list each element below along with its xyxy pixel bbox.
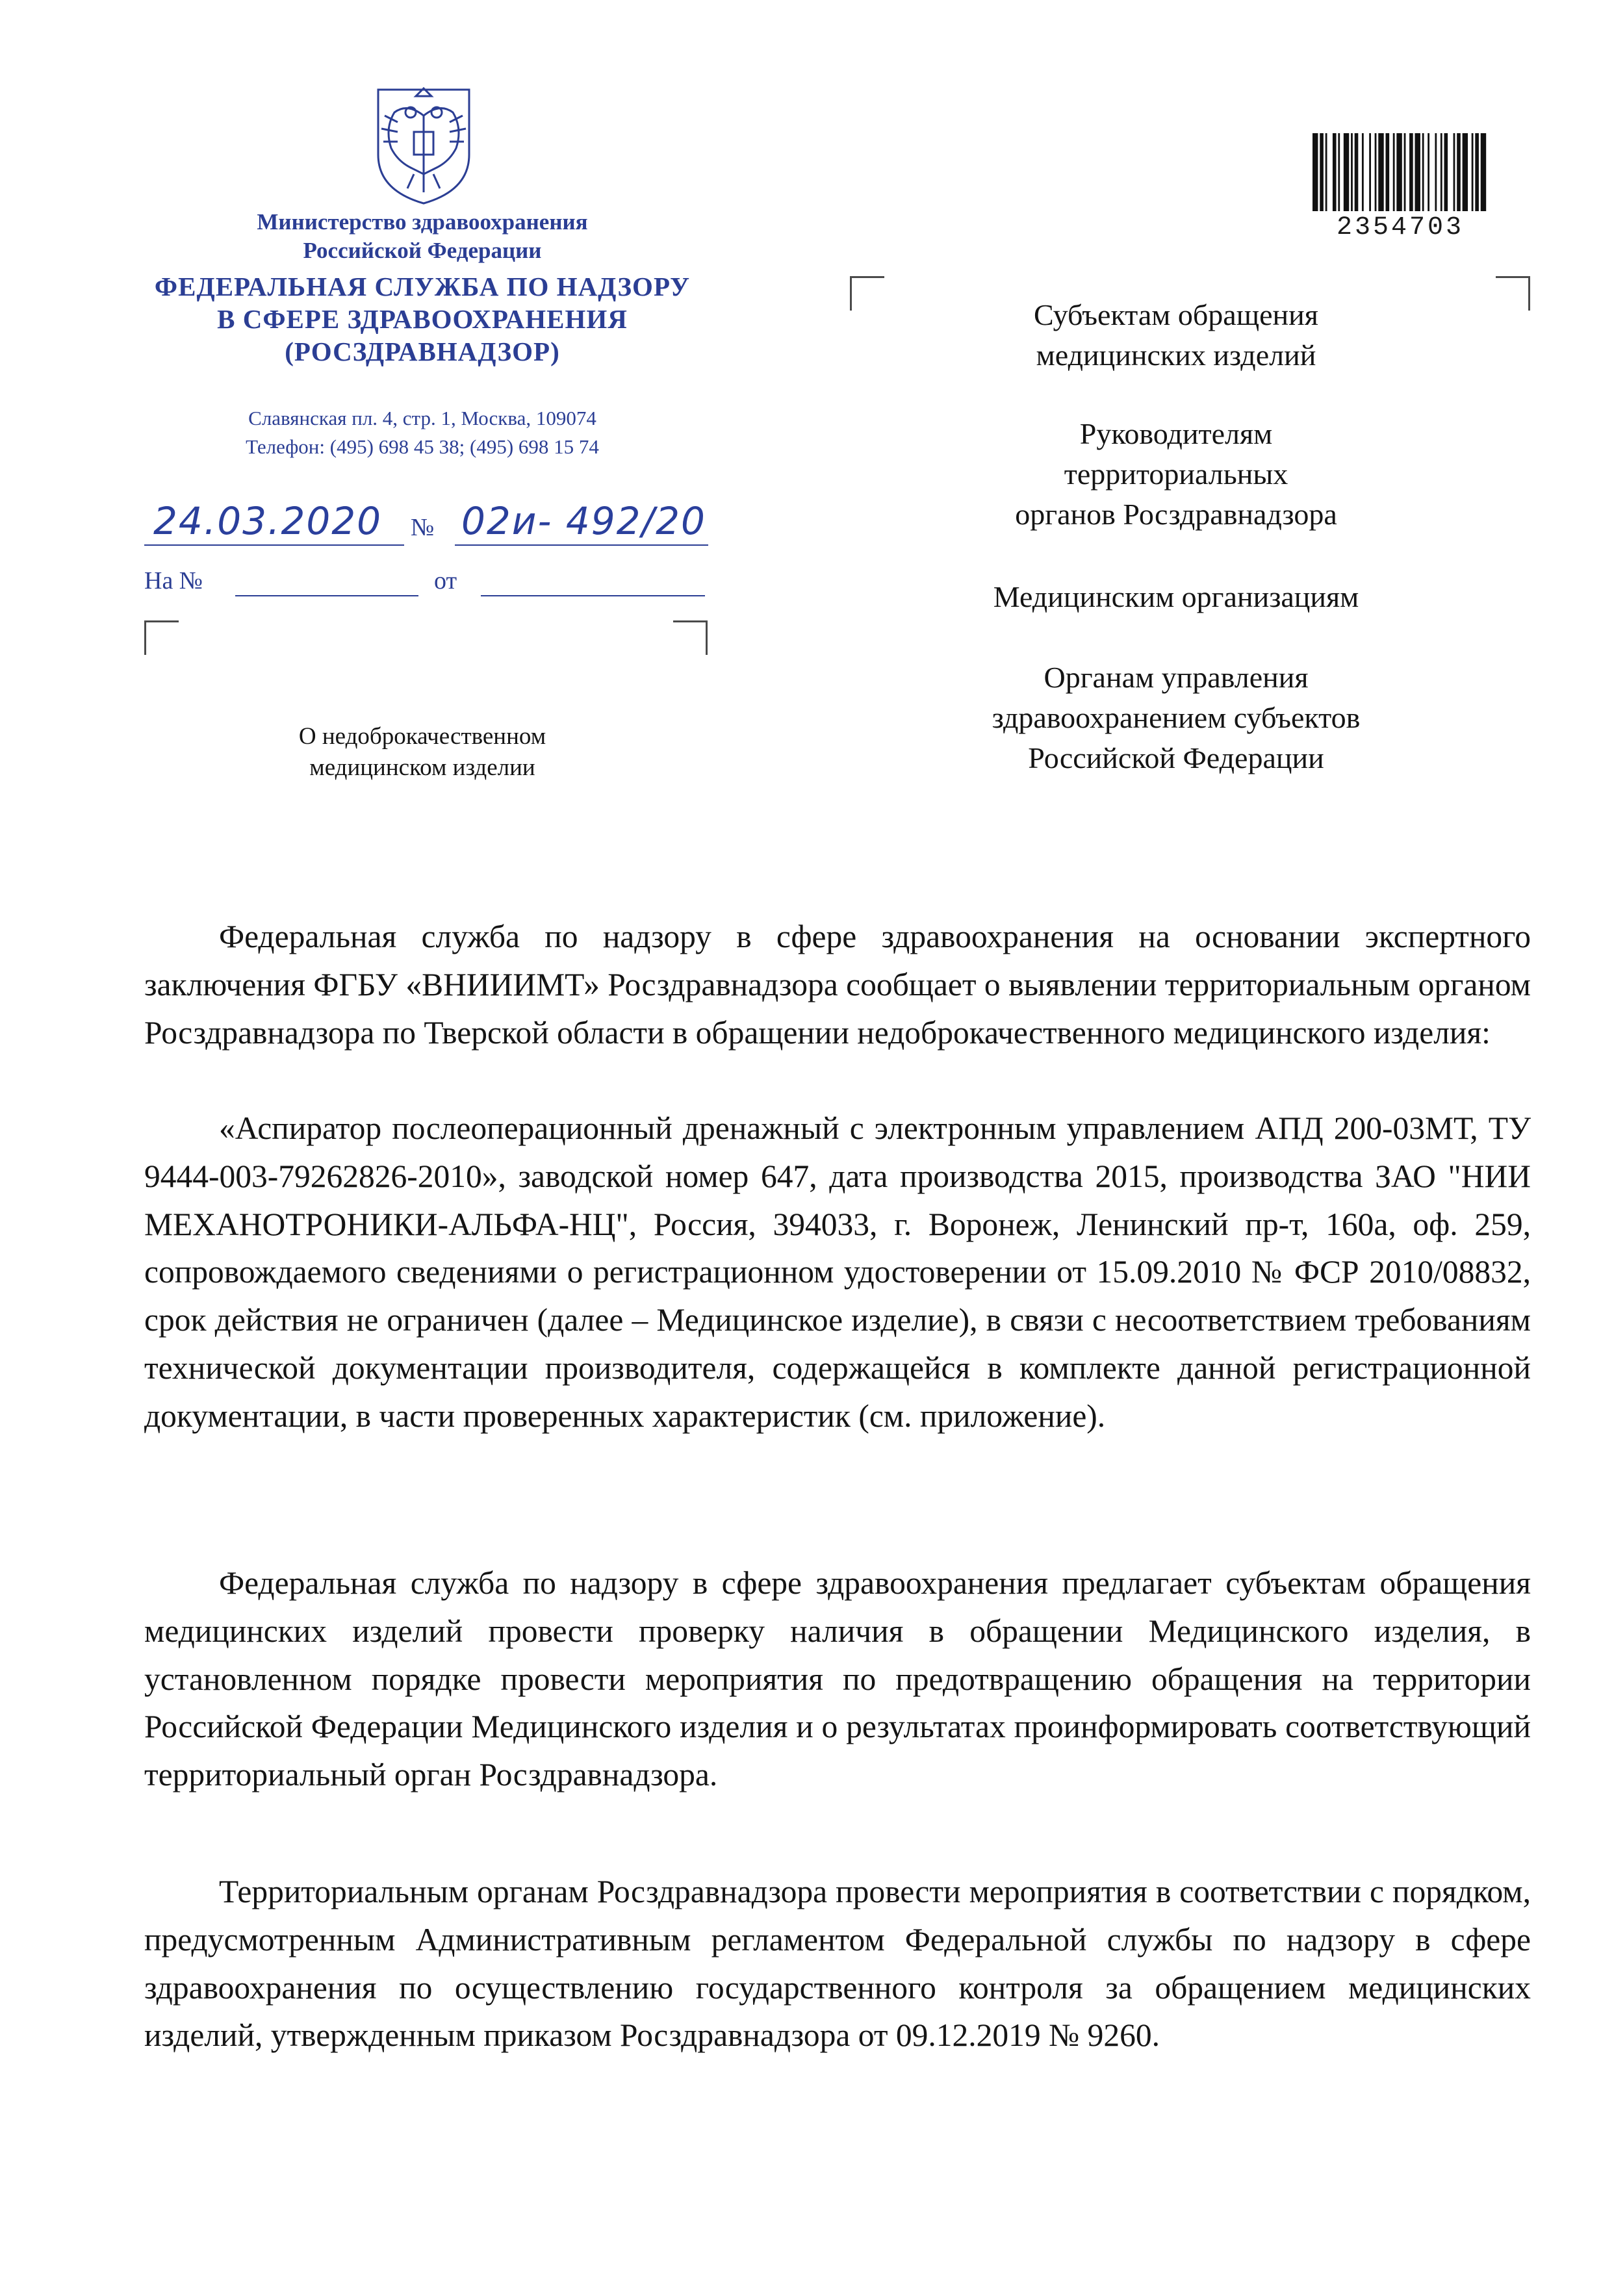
- barcode-bar: [1313, 133, 1318, 211]
- number-underline: [455, 544, 708, 546]
- service-name-line2: В СФЕРЕ ЗДРАВООХРАНЕНИЯ: [217, 304, 628, 334]
- recipient-3-line1: Медицинским организациям: [993, 580, 1359, 613]
- coat-of-arms-emblem: [359, 77, 489, 207]
- recipient-1-line2: медицинских изделий: [1036, 338, 1316, 372]
- recipient-2-line1: Руководителям: [1079, 417, 1273, 450]
- address: Славянская пл. 4, стр. 1, Москва, 109074: [248, 407, 596, 429]
- date-underline: [144, 544, 404, 546]
- barcode: [1313, 133, 1488, 211]
- body-paragraph-4: Территориальным органам Росздравнадзора провести мероприятия в соответствии с порядком, предусмотренным Административным регламентом Федеральной службы по надзору в сфере здравоохранения по осуществлению государственного контроля за обращением медицинских изделий, утвержденным приказом Росздравнадзора от 09.12.2019 № 9260.: [144, 1874, 1531, 2054]
- subject-line1: О недоброкачественном: [298, 723, 546, 750]
- barcode-bar: [1415, 133, 1420, 211]
- recipient-1-line1: Субъектам обращения: [1034, 298, 1318, 331]
- barcode-bar: [1338, 133, 1340, 211]
- barcode-bar: [1333, 133, 1337, 211]
- barcode-bar: [1351, 133, 1353, 211]
- recipient-4-line2: здравоохранением субъектов: [992, 701, 1361, 734]
- body-paragraph-1: Федеральная служба по надзору в сфере здравоохранения на основании экспертного заключения ФГБУ «ВНИИИМТ» Росздравнадзора сообщает о выявлении территориальным органом Росздравнадзора по Тверской области в обращении недоброкачественного медицинского изделия:: [144, 919, 1531, 1051]
- ministry-name-line1: Министерство здравоохранения: [257, 209, 588, 235]
- from-label: от: [434, 567, 457, 594]
- barcode-bar: [1428, 133, 1429, 211]
- barcode-bar: [1481, 133, 1486, 211]
- barcode-bar: [1457, 133, 1461, 211]
- barcode-bar: [1369, 133, 1371, 211]
- barcode-bar: [1344, 133, 1349, 211]
- phone: Телефон: (495) 698 45 38; (495) 698 15 74: [246, 435, 599, 458]
- barcode-bar: [1475, 133, 1479, 211]
- service-name-line3: (РОСЗДРАВНАДЗОР): [285, 337, 560, 366]
- body-paragraph-3: Федеральная служба по надзору в сфере здравоохранения предлагает субъектам обращения медицинских изделий провести проверку наличия в обращении Медицинского изделия, в установленном порядке провести мероприятия по предотвращению обращения на территории Российской Федерации Медицинского изделия и о результатах проинформировать соответствующий территориальный орган Росздравнадзора.: [144, 1565, 1531, 1793]
- barcode-bar: [1463, 133, 1468, 211]
- barcode-bar: [1444, 133, 1448, 211]
- barcode-bar: [1435, 133, 1437, 211]
- barcode-bar: [1404, 133, 1406, 211]
- corner-bracket-recipient-left: [850, 276, 884, 311]
- barcode-bar: [1386, 133, 1390, 211]
- corner-bracket-top-right: [673, 620, 708, 655]
- barcode-bar: [1393, 133, 1395, 211]
- barcode-bar: [1441, 133, 1442, 211]
- subject: [234, 721, 611, 784]
- ministry-name-line2: Российской Федерации: [303, 238, 542, 263]
- reply-underline: [235, 595, 418, 596]
- service-name-line1: ФЕДЕРАЛЬНАЯ СЛУЖБА ПО НАДЗОРУ: [154, 272, 691, 301]
- barcode-bar: [1375, 133, 1377, 211]
- barcode-number: 2354703: [1336, 213, 1465, 242]
- barcode-bar: [1472, 133, 1474, 211]
- barcode-bar: [1409, 133, 1413, 211]
- handwritten-date: 24.03.2020: [153, 499, 383, 543]
- corner-bracket-top-left: [144, 620, 179, 655]
- barcode-bar: [1320, 133, 1324, 211]
- barcode-bar: [1355, 133, 1359, 211]
- recipient-4-line1: Органам управления: [1044, 661, 1309, 694]
- barcode-bar: [1396, 133, 1402, 211]
- barcode-bar: [1378, 133, 1383, 211]
- reply-label: На №: [144, 567, 203, 594]
- handwritten-number: 02и- 492/20: [461, 499, 706, 543]
- recipient-4-line3: Российской Федерации: [1028, 741, 1324, 774]
- corner-bracket-recipient-right: [1496, 276, 1530, 311]
- barcode-bar: [1454, 133, 1455, 211]
- barcode-bar: [1326, 133, 1327, 211]
- number-sign: №: [411, 514, 435, 541]
- barcode-bar: [1362, 133, 1364, 211]
- recipient-2-line2: территориальных: [1064, 457, 1288, 491]
- barcode-bar: [1422, 133, 1424, 211]
- from-underline: [481, 595, 705, 596]
- subject-line2: медицинском изделии: [309, 754, 535, 781]
- body-paragraph-2: «Аспиратор послеоперационный дренажный с электронным управлением АПД 200-03МТ, ТУ 9444-003-79262826-2010», заводской номер 647, дата производства 2015, производства ЗАО "НИИ МЕХАНОТРОНИКИ-АЛЬФА-НЦ", Россия, 394033, г. Воронеж, Ленинский пр-т, 160а, оф. 259, сопровождаемого сведениями о регистрационном удостоверении от 15.09.2010 № ФСР 2010/08832, срок действия не ограничен (далее – Медицинское изделие), в связи с несоответствием требованиям технической документации производителя, содержащейся в комплекте данной регистрационной документации, в части проверенных характеристик (см. приложение).: [144, 1110, 1531, 1434]
- recipient-2-line3: органов Росздравнадзора: [1015, 498, 1337, 531]
